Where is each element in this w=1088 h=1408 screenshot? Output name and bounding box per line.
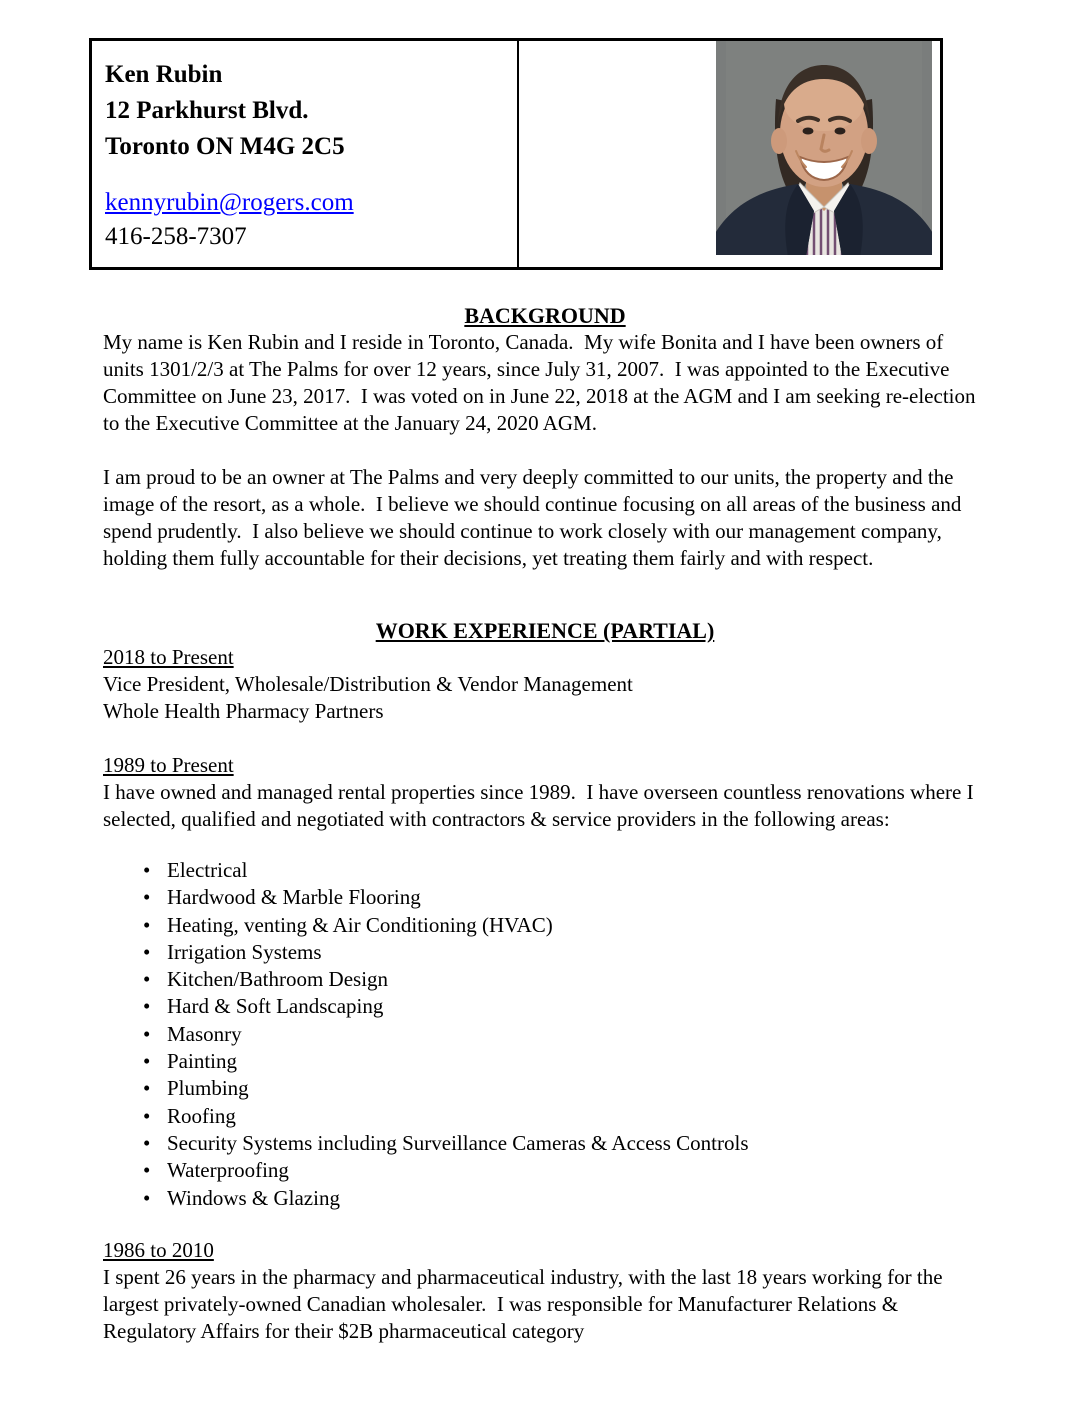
- renovation-areas-list: [103, 857, 987, 1212]
- list-item: • Security Systems including Surveillance Cameras & Access Controls: [143, 1130, 987, 1157]
- contact-address-line1: 12 Parkhurst Blvd.: [105, 97, 309, 124]
- job-company: Whole Health Pharmacy Partners: [103, 699, 384, 723]
- list-item: • Waterproofing: [143, 1157, 987, 1184]
- email-link[interactable]: kennyrubin@rogers.com: [105, 189, 354, 216]
- profile-photo: [716, 41, 932, 255]
- list-item: • Kitchen/Bathroom Design: [143, 966, 987, 993]
- job-description: I have owned and managed rental properties since 1989. I have overseen countless renovations where I selected, qualified and negotiated with contractors & service providers in the following areas:: [103, 780, 979, 831]
- job-period: 1989 to Present: [103, 753, 234, 777]
- contact-name: Ken Rubin: [105, 61, 223, 88]
- job-title: Vice President, Wholesale/Distribution & Vendor Management: [103, 672, 633, 696]
- phone-number: 416-258-7307: [105, 223, 247, 250]
- list-item: • Hardwood & Marble Flooring: [143, 884, 987, 911]
- job-entry-2018: [103, 644, 987, 725]
- list-item: • Hard & Soft Landscaping: [143, 993, 987, 1020]
- list-item: • Irrigation Systems: [143, 939, 987, 966]
- job-entry-1989: [103, 752, 987, 1212]
- list-item: • Windows & Glazing: [143, 1185, 987, 1212]
- list-item: • Electrical: [143, 857, 987, 884]
- job-entry-1986: [103, 1237, 987, 1345]
- contact-info-cell: [92, 41, 519, 267]
- resume-body: [103, 302, 987, 1345]
- job-period: 2018 to Present: [103, 645, 234, 669]
- background-paragraph-1: My name is Ken Rubin and I reside in Toronto, Canada. My wife Bonita and I have been owners of units 1301/2/3 at The Palms for over 12 years, since July 31, 2007. I was appointed to the Executive Committee on June 23, 2017. I was voted on in June 22, 2018 at the AGM and I am seeking re-election to the Executive Committee at the January 24, 2020 AGM.: [103, 330, 981, 435]
- work-experience-section-title: WORK EXPERIENCE (PARTIAL): [375, 618, 715, 643]
- list-item: • Roofing: [143, 1103, 987, 1130]
- photo-cell: [519, 41, 940, 267]
- list-item: • Masonry: [143, 1021, 987, 1048]
- job-description: I spent 26 years in the pharmacy and pharmaceutical industry, with the last 18 years working for the largest privately-owned Canadian wholesaler. I was responsible for Manufacturer Relations & Regulatory Affairs for their $2B pharmaceutical category: [103, 1264, 948, 1343]
- job-period: 1986 to 2010: [103, 1237, 214, 1262]
- list-item: • Painting: [143, 1048, 987, 1075]
- list-item: • Heating, venting & Air Conditioning (HVAC): [143, 912, 987, 939]
- contact-address-line2: Toronto ON M4G 2C5: [105, 133, 345, 160]
- contact-header-box: [89, 38, 943, 270]
- background-paragraph-2: I am proud to be an owner at The Palms and very deeply committed to our units, the property and the image of the resort, as a whole. I believe we should continue focusing on all areas of the business and spend prudently. I also believe we should continue to work closely with our management company, holding them fully accountable for their decisions, yet treating them fairly and with respect.: [103, 465, 967, 570]
- list-item: • Plumbing: [143, 1075, 987, 1102]
- background-section-title: BACKGROUND: [464, 303, 626, 328]
